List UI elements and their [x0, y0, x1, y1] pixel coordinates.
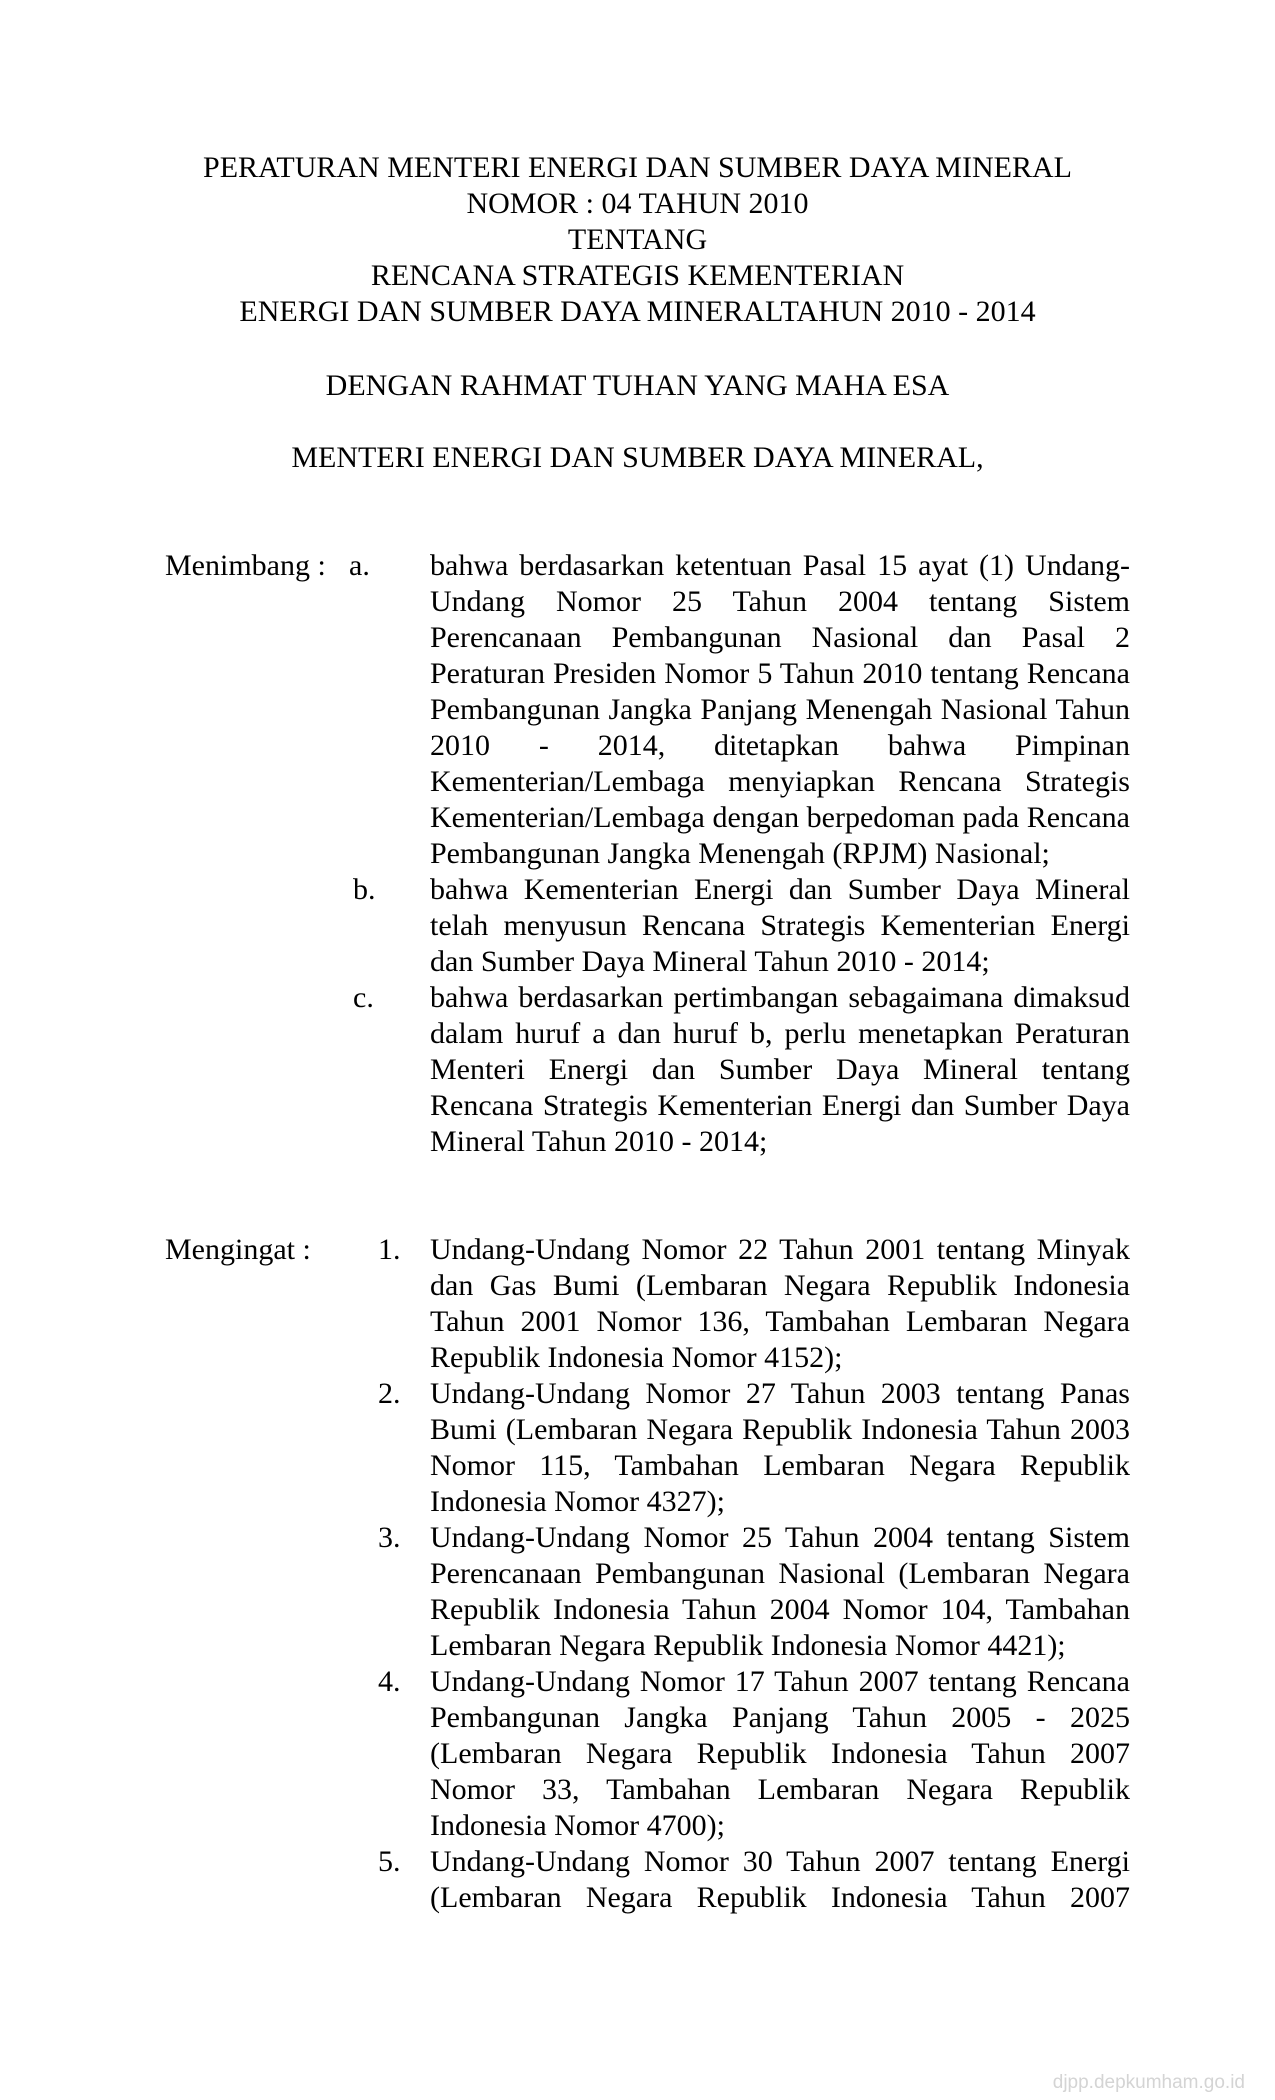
- item-text: Undang-Undang Nomor 27 Tahun 2003 tentang Panas Bumi (Lembaran Negara Republik Indonesia Tahun 2003 Nomor 115, Tambahan Lembaran Negara Republik Indonesia Nomor 4327);: [430, 1377, 1130, 1518]
- item-text: bahwa berdasarkan ketentuan Pasal 15 ayat (1) Undang-Undang Nomor 25 Tahun 2004 tentang Sistem Perencanaan Pembangunan Nasional dan Pasal 2 Peraturan Presiden Nomor 5 Tahun 2010 tentang Rencana Pembangunan Jangka Panjang Menengah Nasional Tahun 2010 - 2014, ditetapkan bahwa Pimpinan Kementerian/Lembaga menyiapkan Rencana Strategis Kementerian/Lembaga dengan berpedoman pada Rencana Pembangunan Jangka Menengah (RPJM) Nasional;: [430, 549, 1130, 870]
- mengingat-item: [0, 1376, 1275, 1520]
- item-text: Undang-Undang Nomor 17 Tahun 2007 tentang Rencana Pembangunan Jangka Panjang Tahun 2005 - 2025 (Lembaran Negara Republik Indonesia Tahun 2007 Nomor 33, Tambahan Lembaran Negara Republik Indonesia Nomor 4700);: [430, 1665, 1130, 1842]
- menimbang-item: [0, 980, 1275, 1160]
- heading-line-about: TENTANG: [567, 223, 708, 256]
- mengingat-label: Mengingat :: [165, 1233, 311, 1266]
- heading-line-number: NOMOR : 04 TAHUN 2010: [466, 187, 809, 220]
- item-marker: 2.: [378, 1377, 401, 1410]
- authority: MENTERI ENERGI DAN SUMBER DAYA MINERAL,: [291, 441, 984, 474]
- item-marker: 3.: [378, 1521, 401, 1554]
- mengingat-section: [0, 1232, 1275, 1916]
- item-marker: 4.: [378, 1665, 401, 1698]
- heading-line-title: PERATURAN MENTERI ENERGI DAN SUMBER DAYA MINERAL: [203, 151, 1072, 184]
- item-marker: 1.: [378, 1233, 401, 1266]
- menimbang-item: [0, 548, 1275, 872]
- regulation-heading: [0, 150, 1275, 330]
- mengingat-item: [0, 1844, 1275, 1916]
- heading-line-subject: RENCANA STRATEGIS KEMENTERIAN: [370, 259, 905, 292]
- menimbang-item: [0, 872, 1275, 980]
- item-marker: 5.: [378, 1845, 401, 1878]
- invocation: DENGAN RAHMAT TUHAN YANG MAHA ESA: [325, 369, 950, 402]
- item-marker: b.: [353, 873, 376, 906]
- menimbang-label: Menimbang :: [165, 549, 326, 582]
- mengingat-item: [0, 1664, 1275, 1844]
- mengingat-item: [0, 1520, 1275, 1664]
- item-text: bahwa Kementerian Energi dan Sumber Daya Mineral telah menyusun Rencana Strategis Kementerian Energi dan Sumber Daya Mineral Tahun 2010 - 2014;: [430, 873, 1130, 978]
- item-marker: a.: [349, 549, 370, 582]
- item-text: bahwa berdasarkan pertimbangan sebagaimana dimaksud dalam huruf a dan huruf b, perlu menetapkan Peraturan Menteri Energi dan Sumber Daya Mineral tentang Rencana Strategis Kementerian Energi dan Sumber Daya Mineral Tahun 2010 - 2014;: [430, 981, 1130, 1158]
- menimbang-section: [0, 548, 1275, 1160]
- mengingat-item: [0, 1232, 1275, 1376]
- heading-line-subject-2: ENERGI DAN SUMBER DAYA MINERALTAHUN 2010 - 2014: [239, 295, 1036, 328]
- item-marker: c.: [353, 981, 374, 1014]
- item-text: Undang-Undang Nomor 25 Tahun 2004 tentang Sistem Perencanaan Pembangunan Nasional (Lembaran Negara Republik Indonesia Tahun 2004 Nomor 104, Tambahan Lembaran Negara Republik Indonesia Nomor 4421);: [430, 1521, 1130, 1662]
- item-text: Undang-Undang Nomor 22 Tahun 2001 tentang Minyak dan Gas Bumi (Lembaran Negara Republik Indonesia Tahun 2001 Nomor 136, Tambahan Lembaran Negara Republik Indonesia Nomor 4152);: [430, 1233, 1130, 1374]
- watermark-url: djpp.depkumham.go.id: [1052, 2072, 1245, 2093]
- item-text: Undang-Undang Nomor 30 Tahun 2007 tentang Energi (Lembaran Negara Republik Indonesia Tahun 2007: [430, 1845, 1130, 1914]
